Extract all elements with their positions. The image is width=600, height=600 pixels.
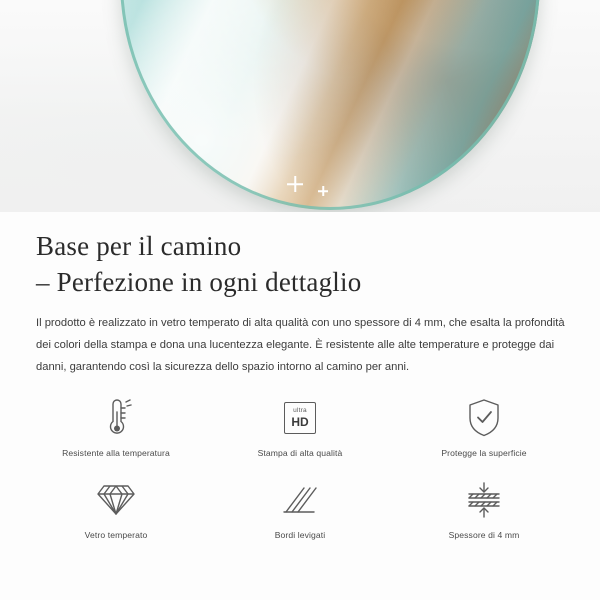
ultra-hd-badge-top: ultra xyxy=(293,407,307,415)
feature-label: Stampa di alta qualità xyxy=(257,448,343,458)
ultra-hd-icon xyxy=(284,392,316,444)
feature-item-temperature xyxy=(24,392,208,458)
shield-check-icon xyxy=(466,392,502,444)
headline-line-2: – Perfezione in ogni dettaglio xyxy=(36,267,362,297)
feature-item-surface-protection xyxy=(392,392,576,458)
feature-item-thickness xyxy=(392,474,576,540)
diamond-icon xyxy=(96,474,136,526)
polished-edges-icon xyxy=(280,474,320,526)
thickness-arrows-icon xyxy=(464,474,504,526)
feature-label: Bordi levigati xyxy=(274,530,326,540)
feature-item-polished-edges xyxy=(208,474,392,540)
hero-image xyxy=(0,0,600,212)
feature-label: Vetro temperato xyxy=(84,530,148,540)
product-description-text: Il prodotto è realizzato in vetro temperato di alta qualità con uno spessore di 4 mm, che esalta la profondità dei colori della stampa e dona una lucentezza elegante. È resistente alle alte temperature e protegge dai danni, garantendo così la sicurezza dello spazio intorno al camino per anni. xyxy=(36,317,565,373)
page-title xyxy=(36,228,576,300)
feature-item-tempered-glass xyxy=(24,474,208,540)
feature-label: Resistente alla temperatura xyxy=(62,448,170,458)
feature-item-print-quality xyxy=(208,392,392,458)
feature-label: Protegge la superficie xyxy=(441,448,527,458)
glass-disc-product-image xyxy=(120,0,540,210)
thermometer-icon xyxy=(99,392,133,444)
feature-grid xyxy=(24,392,576,540)
feature-label: Spessore di 4 mm xyxy=(448,530,520,540)
headline-line-1: Base per il camino xyxy=(36,231,242,261)
ultra-hd-badge-bottom: HD xyxy=(291,414,309,429)
